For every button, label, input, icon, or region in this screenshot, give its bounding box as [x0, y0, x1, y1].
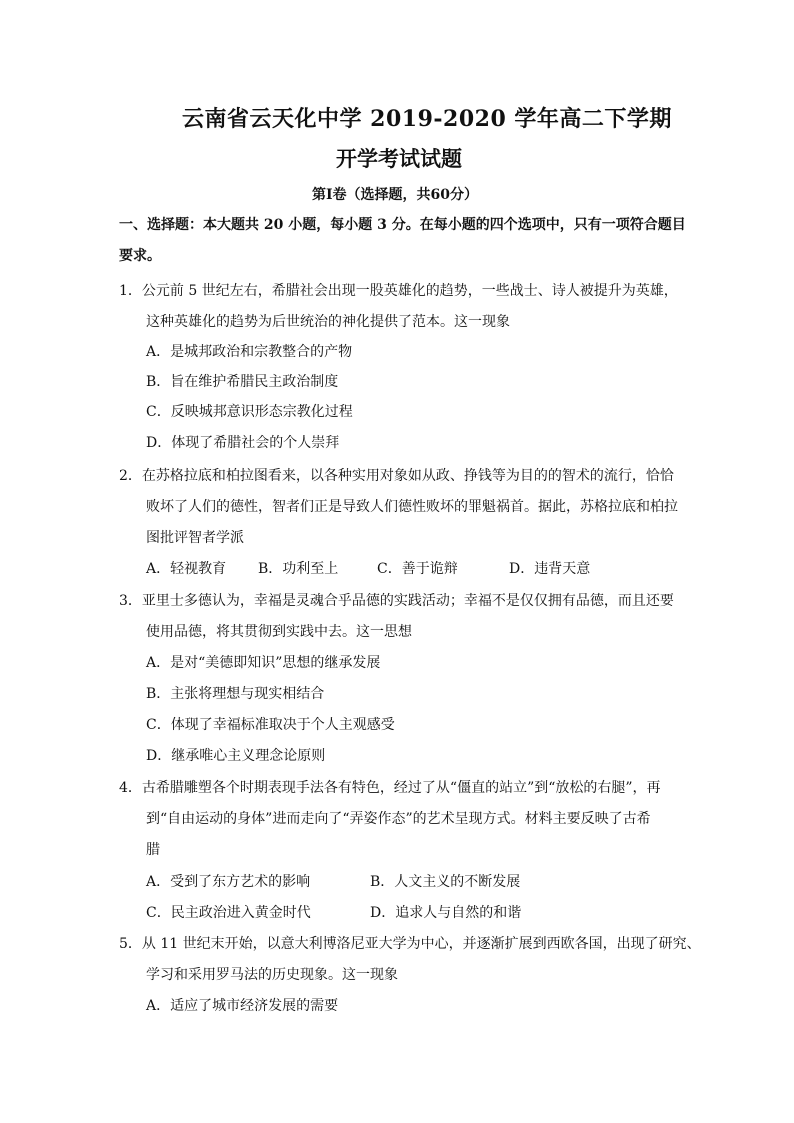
question-4-stem-line-1: 4．古希腊雕塑各个时期表现手法各有特色，经过了从“僵直的站立”到“放松的右腿”，再 [119, 780, 661, 796]
question-3-stem-line-1: 3．亚里士多德认为，幸福是灵魂合乎品德的实践活动；幸福不是仅仅拥有品德，而且还要 [119, 593, 674, 609]
question-4-option-a: A．受到了东方艺术的影响 [146, 874, 311, 890]
instructions-line-1: 一、选择题：本大题共 20 小题，每小题 3 分。在每小题的四个选项中，只有一项符合题目 [119, 217, 686, 233]
question-1-stem-line-1: 1．公元前 5 世纪左右，希腊社会出现一股英雄化的趋势，一些战士、诗人被提升为英雄， [119, 283, 678, 299]
question-3-option-a: A．是对“美德即知识”思想的继承发展 [146, 655, 381, 671]
question-3-stem-line-2: 使用品德，将其贯彻到实践中去。这一思想 [146, 624, 412, 640]
question-4-option-d: D．追求人与自然的和谐 [370, 905, 522, 921]
question-1-option-b: B．旨在维护希腊民主政治制度 [146, 374, 339, 390]
question-4-stem-line-3: 腊 [146, 842, 160, 858]
question-1-option-c: C．反映城邦意识形态宗教化过程 [146, 404, 353, 420]
question-1-option-a: A．是城邦政治和宗教整合的产物 [146, 344, 353, 360]
question-2-option-c: C．善于诡辩 [377, 561, 458, 577]
question-3-option-c: C．体现了幸福标准取决于个人主观感受 [146, 717, 395, 733]
question-3-option-d: D．继承唯心主义理念论原则 [146, 748, 326, 764]
instructions-line-2: 要求。 [119, 248, 161, 264]
question-5-option-a: A．适应了城市经济发展的需要 [146, 998, 339, 1014]
question-2-option-b: B．功利至上 [258, 561, 339, 577]
question-4-stem-line-2: 到“自由运动的身体”进而走向了“弄姿作态”的艺术呈现方式。材料主要反映了古希 [146, 811, 651, 827]
exam-title: 云南省云天化中学 2019-2020 学年高二下学期 [182, 106, 672, 132]
question-2-stem-line-1: 2．在苏格拉底和柏拉图看来，以各种实用对象如从政、挣钱等为目的的智术的流行，恰恰 [119, 468, 674, 484]
question-4-option-b: B．人文主义的不断发展 [370, 874, 521, 890]
question-2-option-d: D．违背天意 [509, 561, 591, 577]
question-3-option-b: B．主张将理想与现实相结合 [146, 686, 325, 702]
question-2-stem-line-2: 败坏了人们的德性，智者们正是导致人们德性败坏的罪魁祸首。据此，苏格拉底和柏拉 [146, 499, 678, 515]
question-5-stem-line-2: 学习和采用罗马法的历史现象。这一现象 [146, 967, 398, 983]
section-header: 第Ⅰ卷（选择题，共60分） [312, 187, 479, 203]
question-5-stem-line-1: 5．从 11 世纪末开始，以意大利博洛尼亚大学为中心，并逐渐扩展到西欧各国，出现了研究、 [119, 936, 701, 952]
exam-subtitle: 开学考试试题 [336, 146, 462, 171]
question-1-stem-line-2: 这种英雄化的趋势为后世统治的神化提供了范本。这一现象 [146, 314, 510, 330]
question-2-stem-line-3: 图批评智者学派 [146, 530, 244, 546]
question-4-option-c: C．民主政治进入黄金时代 [146, 905, 311, 921]
question-1-option-d: D．体现了希腊社会的个人崇拜 [146, 435, 340, 451]
question-2-option-a: A．轻视教育 [146, 561, 227, 577]
